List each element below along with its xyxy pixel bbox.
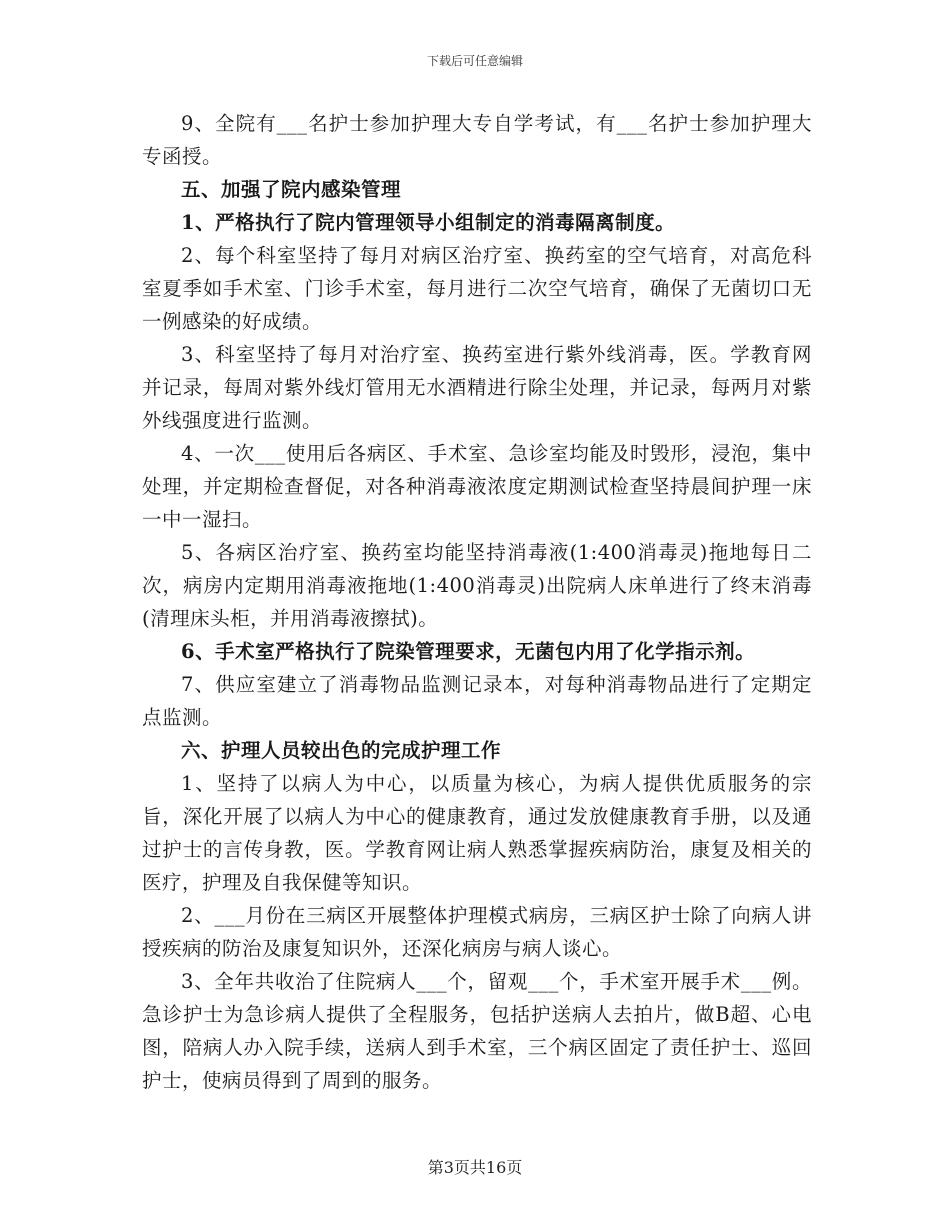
paragraph-item-6-3: 3、全年共收治了住院病人___个，留观___个，手术室开展手术___例。急诊护士为急诊病人提供了全程服务，包括护送病人去拍片，做B超、心电图，陪病人办入院手续，送病人到手术室，三个病区固定了责任护士、巡回护士，使病员得到了周到的服务。 (142, 970, 812, 1092)
section-heading-5: 五、加强了院内感染管理 (181, 178, 402, 201)
paragraph-item-6-2: 2、___月份在三病区开展整体护理模式病房，三病区护士除了向病人讲授疾病的防治及康复知识外，还深化病房与病人谈心。 (142, 904, 812, 960)
page-footer: 第3页共16页 (427, 1158, 523, 1177)
paragraph-item-6-1: 1、坚持了以病人为中心，以质量为核心，为病人提供优质服务的宗旨，深化开展了以病人为中心的健康教育，通过发放健康教育手册，以及通过护士的言传身教，医。学教育网让病人熟悉掌握疾病防治，康复及相关的医疗，护理及自我保健等知识。 (142, 772, 812, 894)
section-heading-6: 六、护理人员较出色的完成护理工作 (181, 739, 502, 762)
paragraph-item-7: 7、供应室建立了消毒物品监测记录本，对每种消毒物品进行了定期定点监测。 (142, 673, 812, 729)
document-body (142, 107, 812, 1097)
paragraph-item-2: 2、每个科室坚持了每月对病区治疗室、换药室的空气培育，对高危科室夏季如手术室、门诊手术室，每月进行二次空气培育，确保了无菌切口无一例感染的好成绩。 (142, 244, 812, 333)
paragraph-item-3: 3、科室坚持了每月对治疗室、换药室进行紫外线消毒，医。学教育网并记录，每周对紫外线灯管用无水酒精进行除尘处理，并记录，每两月对紫外线强度进行监测。 (142, 343, 812, 432)
paragraph-item-1-bold: 1、严格执行了院内管理领导小组制定的消毒隔离制度。 (181, 211, 676, 234)
paragraph-item-5: 5、各病区治疗室、换药室均能坚持消毒液(1:400消毒灵)拖地每日二次，病房内定期用消毒液拖地(1:400消毒灵)出院病人床单进行了终末消毒(清理床头柜，并用消毒液擦拭)。 (142, 541, 812, 630)
paragraph-item-9: 9、全院有___名护士参加护理大专自学考试，有___名护士参加护理大专函授。 (142, 112, 812, 168)
paragraph-item-4: 4、一次___使用后各病区、手术室、急诊室均能及时毁形，浸泡，集中处理，并定期检查督促，对各种消毒液浓度定期测试检查坚持晨间护理一床一中一湿扫。 (142, 442, 812, 531)
paragraph-item-6-bold: 6、手术室严格执行了院染管理要求，无菌包内用了化学指示剂。 (181, 640, 756, 663)
page-header: 下载后可任意编辑 (426, 54, 523, 68)
